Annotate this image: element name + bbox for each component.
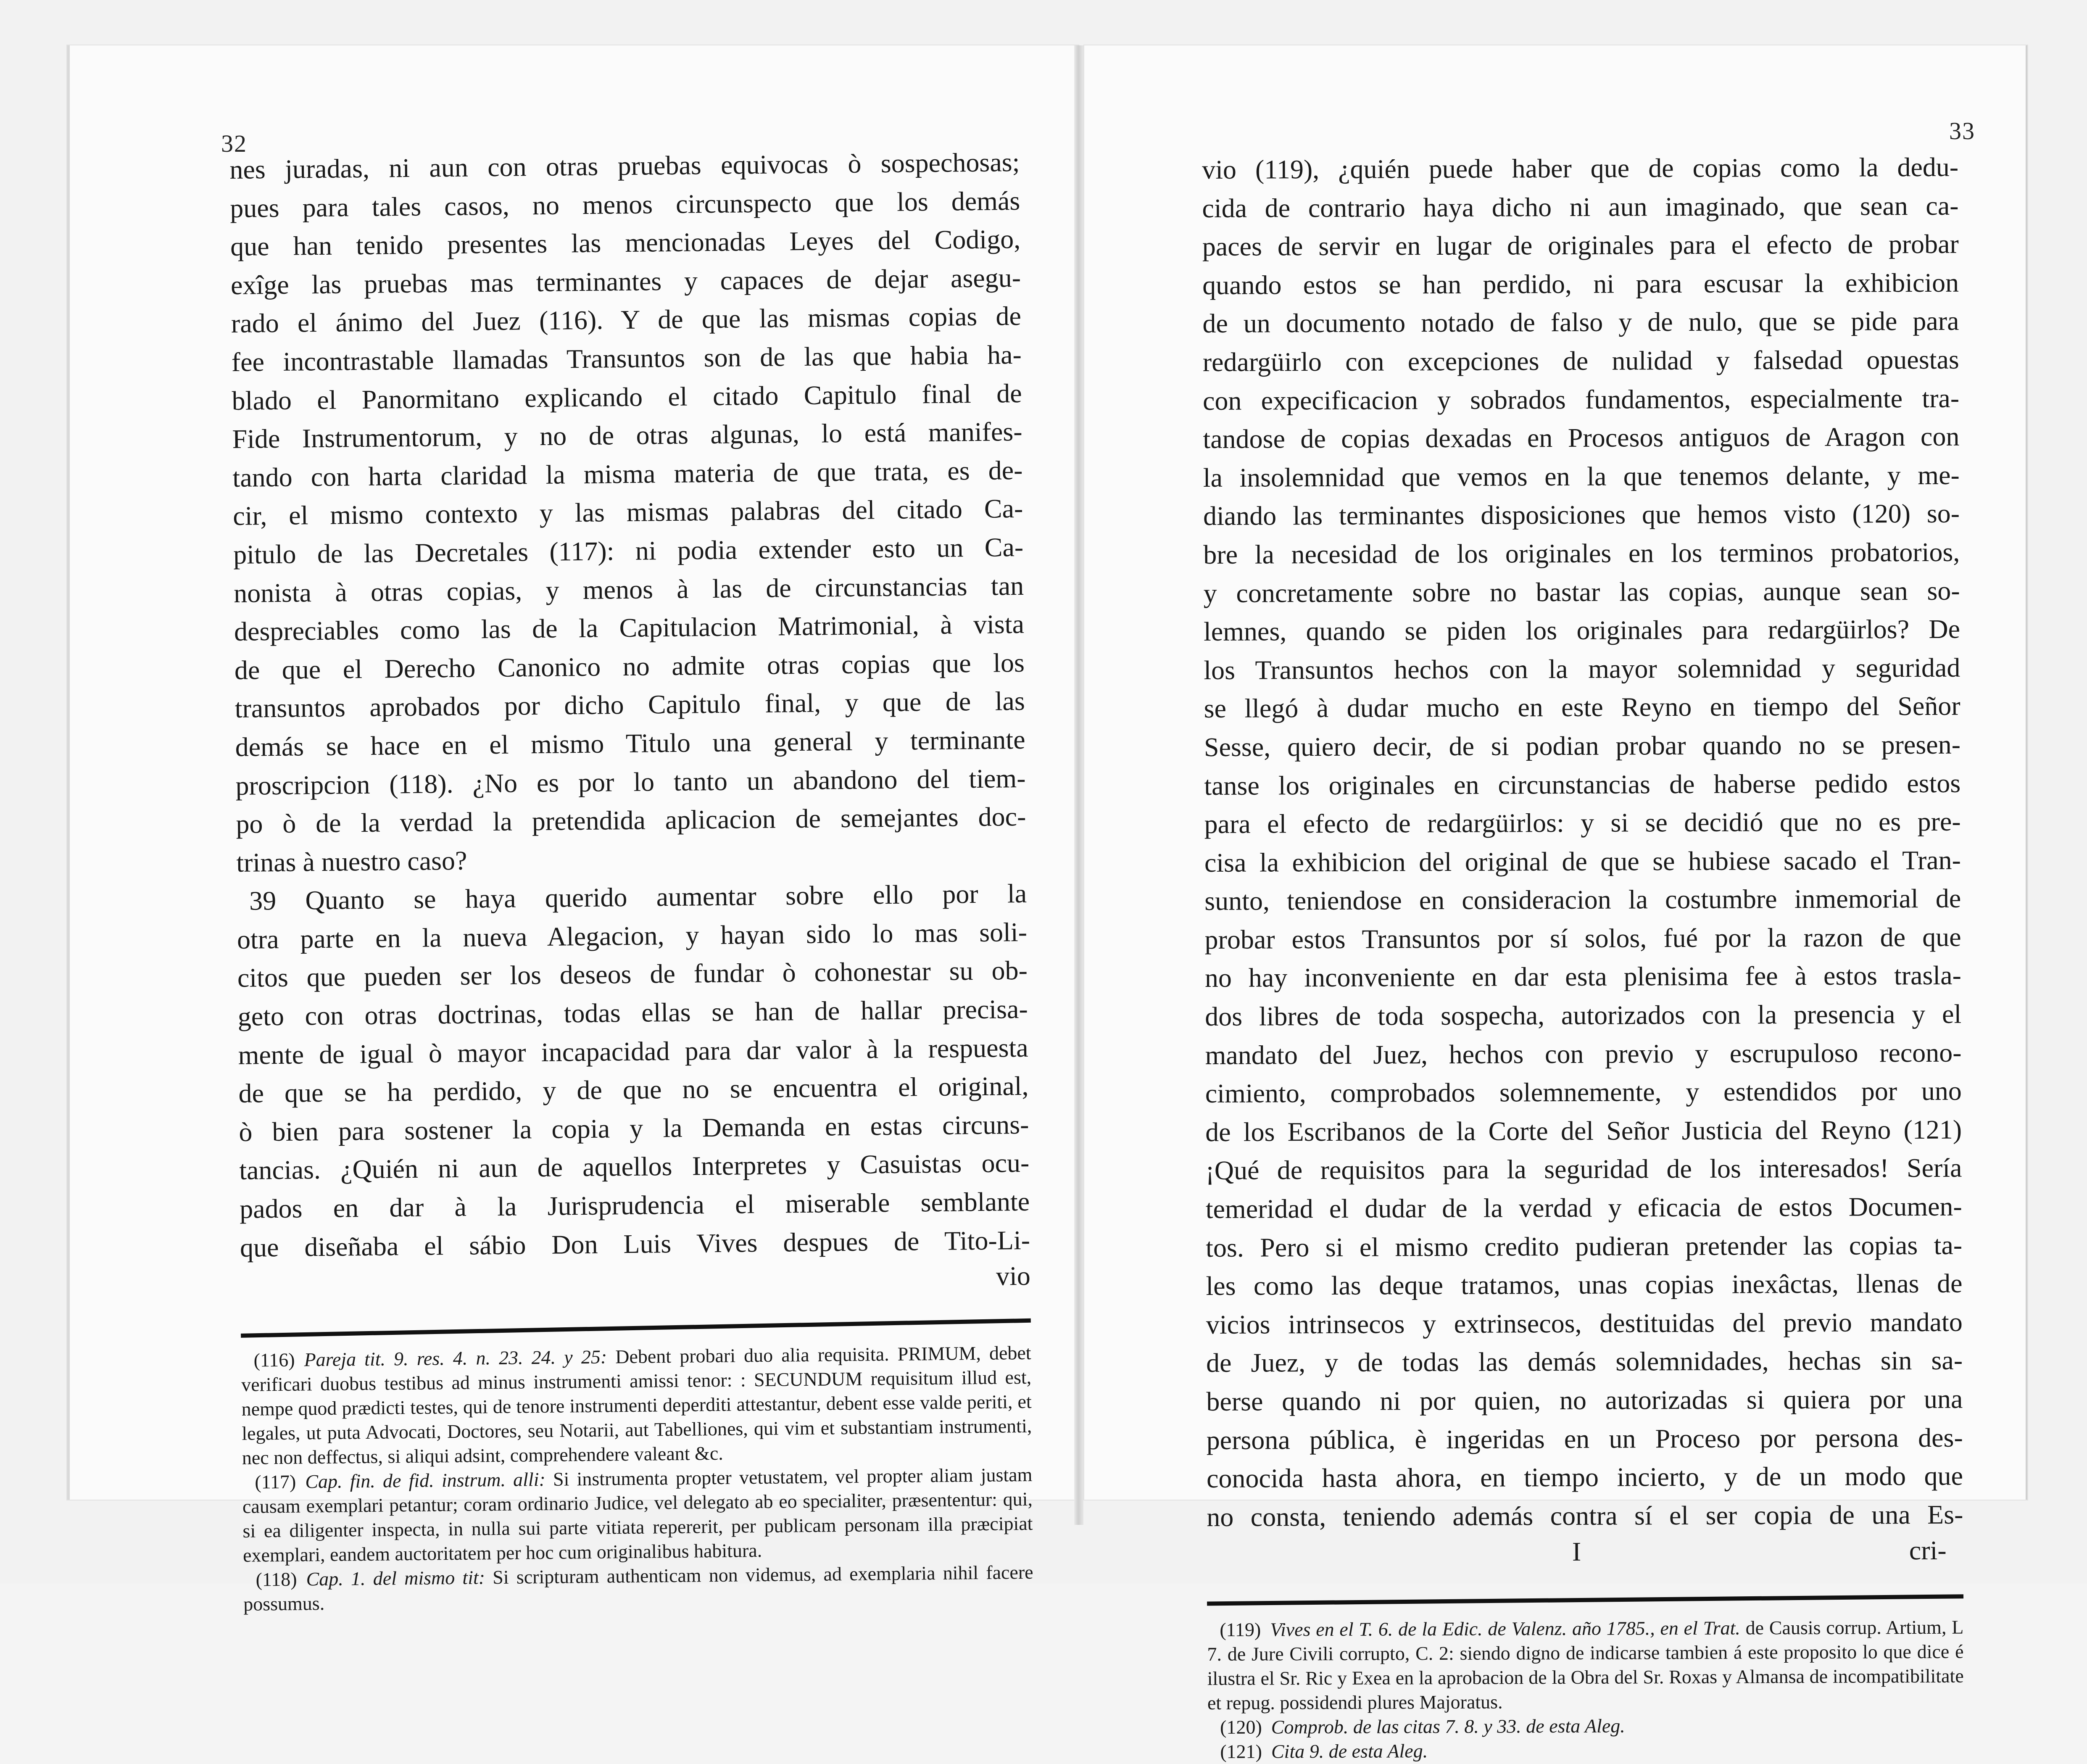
body-line: vio (119), ¿quién puede haber que de copias como la dedu- <box>1202 148 1958 189</box>
footnotes <box>241 1341 1033 1616</box>
book-spread <box>50 45 2042 1533</box>
body-line: citos que pueden ser los deseos de fundar ò cohonestar su ob- <box>237 951 1028 997</box>
body-line: redargüirlo con excepciones de nulidad y falsedad opuestas <box>1203 340 1959 382</box>
body-line: persona pública, è ingeridas en un Proceso por persona des- <box>1207 1418 1963 1459</box>
body-line: demás se hace en el mismo Titulo una general y terminante <box>235 720 1025 767</box>
body-line: mente de igual ò mayor incapacidad para dar valor à la respuesta <box>238 1028 1028 1075</box>
body-line: nes juradas, ni aun con otras pruebas equivocas ò sospechosas; <box>229 143 1020 189</box>
body-line: rado el ánimo del Juez (116). Y de que las mismas copias de <box>231 297 1022 343</box>
body-line: otra parte en la nueva Alegacion, y hayan sido lo mas soli- <box>237 913 1028 959</box>
body-line: lemnes, quando se piden los originales para redargüirlos? De <box>1204 610 1960 651</box>
footnote <box>243 1560 1033 1616</box>
page-number: 33 <box>1949 117 1975 145</box>
body-line: tandose de copias dexadas en Procesos antiguos de Aragon con <box>1203 417 1959 459</box>
body-line: tos. Pero si el mismo credito pudieran pretender las copias ta- <box>1206 1226 1962 1267</box>
body-line: pues para tales casos, no menos circunspecto que los demás <box>230 182 1020 228</box>
footnote-ref: (120) <box>1207 1715 1271 1740</box>
footnote-ref: (119) <box>1207 1618 1270 1643</box>
body-line: mandato del Juez, hechos con previo y escrupuloso recono- <box>1205 1033 1961 1074</box>
footnote <box>1207 1615 1964 1715</box>
body-line: Fide Instrumentorum, y no de otras algunas, lo está manifes- <box>232 412 1022 459</box>
footnote-ref: (121) <box>1207 1740 1271 1764</box>
body-line: no hay inconveniente en dar esta plenisima fee à estos trasla- <box>1205 956 1961 997</box>
left-text-block <box>229 143 1033 1616</box>
body-line: con expecificacion y sobrados fundamentos, especialmente tra- <box>1203 379 1959 420</box>
footnote-ref: (117) <box>242 1470 305 1495</box>
body-line: nonista à otras copias, y menos à las de circunstancias tan <box>234 566 1024 612</box>
footnote <box>1207 1713 1964 1740</box>
body-line: la insolemnidad que vemos en la que tenemos delante, y me- <box>1203 456 1960 497</box>
footnote-text: de Causis corrup. Artium, L 7. de Jure Civili corrupto, C. 2: siendo digno de indicarse tambien á este proposito lo que dice é ilustra el Sr. Ric y Exea en la aprobacion de la Obra del Sr. Roxas y Almansa de incompatibilitate et repug. possidendi plures Majoratus. <box>1207 1616 1963 1714</box>
catchword-row <box>1207 1534 1963 1570</box>
body-line: sunto, teniendose en consideracion la costumbre inmemorial de <box>1204 879 1961 920</box>
right-page <box>1084 45 2027 1500</box>
body-line: Sesse, quiero decir, de si podian probar quando no se presen- <box>1204 725 1961 767</box>
body-line: berse quando ni por quien, no autorizadas si quiera por una <box>1206 1380 1963 1421</box>
body-line: de que se ha perdido, y de que no se encuentra el original, <box>238 1067 1029 1113</box>
body-line: los Transuntos hechos con la mayor solemnidad y seguridad <box>1204 648 1960 689</box>
body-line: cir, el mismo contexto y las mismas palabras del citado Ca- <box>233 489 1023 535</box>
body-line: dos libres de toda sospecha, autorizados con la presencia y el <box>1205 995 1961 1036</box>
body-line: temeridad el dudar de la verdad y eficacia de estos Documen- <box>1206 1187 1962 1229</box>
body-line: 39 Quanto se haya querido aumentar sobre ello por la <box>237 874 1027 920</box>
body-line: de Juez, y de todas las demás solemnidades, hechas sin sa- <box>1206 1341 1963 1382</box>
signature-mark: I <box>1453 1535 1700 1569</box>
left-page <box>67 45 1078 1500</box>
body-line: que han tenido presentes las mencionadas Leyes del Codigo, <box>230 220 1021 266</box>
body-line: de los Escribanos de la Corte del Señor Justicia del Reyno (121) <box>1205 1110 1962 1152</box>
body-line: blado el Panormitano explicando el citado Capitulo final de <box>232 374 1022 420</box>
body-line: se llegó à dudar mucho en este Reyno en tiempo del Señor <box>1204 687 1960 728</box>
footnote <box>242 1463 1033 1568</box>
body-line: tando con harta claridad la misma materia de que trata, es de- <box>232 451 1023 497</box>
body-text <box>1202 148 1963 1537</box>
footnote-citation: Vives en el T. 6. de la Edic. de Valenz. año 1785., en el Trat. <box>1270 1617 1746 1640</box>
body-line: probar estos Transuntos por sí solos, fué por la razon de que <box>1204 918 1961 959</box>
footnote-citation: Cita 9. de esta Aleg. <box>1271 1740 1428 1762</box>
book-spine <box>1074 45 1083 1525</box>
footnote-text: Debent probari duo alia requisita. PRIMUM, debet verificari duobus testibus ad minus instrumenti amissi tenor: : SECUNDUM requisitum illud est, nempe quod prædicti testes, qui de tenore instrumenti deperditi attestantur, debent esse valde periti, et legales, ut puta Advocati, Doctores, seu Notarii, aut Tabelliones, qui vim et substantiam instrumenti, nec non deffectus, si aliqui adsint, comprehendere valeant &c. <box>241 1342 1032 1469</box>
body-line: pitulo de las Decretales (117): ni podia extender esto un Ca- <box>233 528 1024 574</box>
body-line: cida de contrario haya dicho ni aun imaginado, que sean ca- <box>1202 186 1958 227</box>
body-line: que diseñaba el sábio Don Luis Vives despues de Tito-Li- <box>240 1221 1030 1267</box>
body-line: les como las deque tratamos, unas copias inexâctas, llenas de <box>1206 1264 1962 1305</box>
body-line: quando estos se han perdido, ni para escusar la exhibicion <box>1202 263 1959 304</box>
body-line: de un documento notado de falso y de nulo, que se pide para <box>1202 302 1959 343</box>
body-line: bre la necesidad de los originales en los terminos probatorios, <box>1203 533 1960 574</box>
footnote <box>241 1341 1032 1470</box>
body-line: tanse los originales en circunstancias de haberse pedido estos <box>1204 764 1961 805</box>
body-line: po ò de la verdad la pretendida aplicacion de semejantes doc- <box>236 797 1026 844</box>
footnote-text: Si scripturam authenticam non videmus, ad exemplaria nihil facere possumus. <box>243 1561 1033 1615</box>
body-line: cisa la exhibicion del original de que se hubiese sacado el Tran- <box>1204 841 1961 882</box>
footnotes <box>1207 1615 1964 1764</box>
footnote-citation: Comprob. de las citas 7. 8. y 33. de esta Aleg. <box>1271 1715 1625 1738</box>
body-line: cimiento, comprobados solemnemente, y estendidos por uno <box>1205 1072 1962 1113</box>
footnote-citation: Pareja tit. 9. res. 4. n. 23. 24. y 25: <box>304 1346 615 1371</box>
footnote-rule <box>1207 1595 1963 1606</box>
body-line: vicios intrinsecos y extrinsecos, destituidas del previo mandato <box>1206 1303 1963 1344</box>
body-line: conocida hasta ahora, en tiempo incierto, y de un modo que <box>1207 1457 1963 1498</box>
body-line: no consta, teniendo además contra sí el ser copia de una Es- <box>1207 1495 1963 1536</box>
body-line: trinas à nuestro caso? <box>236 836 1027 882</box>
body-line: tancias. ¿Quién ni aun de aquellos Interpretes y Casuistas ocu- <box>239 1144 1030 1190</box>
body-line: pados en dar à la Jurisprudencia el miserable semblante <box>240 1182 1030 1229</box>
footnote-ref: (118) <box>243 1567 306 1592</box>
body-line: ¡Qué de requisitos para la seguridad de los interesados! Sería <box>1205 1149 1962 1190</box>
body-line: despreciables como las de la Capitulacion Matrimonial, à vista <box>234 605 1025 651</box>
body-line: diando las terminantes disposiciones que hemos visto (120) so- <box>1203 494 1960 535</box>
body-text <box>229 143 1030 1267</box>
body-line: ò bien para sostener la copia y la Demanda en estas circuns- <box>239 1105 1029 1152</box>
body-line: y concretamente sobre no bastar las copias, aunque sean so- <box>1204 571 1960 612</box>
footnote-text: Si instrumenta propter vetustatem, vel propter aliam justam causam exemplari petantur; coram ordinario Judice, vel delegato ab eo specialiter, præsententur: qui, si ea diligenter inspecta, in nulla sui parte vitiata repererit, per publicam personam illa præcipiat exemplari, eandem auctoritatem per hoc cum originalibus habitura. <box>242 1464 1033 1566</box>
body-line: paces de servir en lugar de originales para el efecto de probar <box>1202 225 1959 266</box>
footnote-ref: (116) <box>241 1348 304 1373</box>
footnote <box>1207 1737 1964 1764</box>
body-line: exîge las pruebas mas terminantes y capaces de dejar asegu- <box>231 258 1021 305</box>
footnote-citation: Cap. 1. del mismo tit: <box>306 1566 493 1590</box>
body-line: de que el Derecho Canonico no admite otras copias que los <box>234 643 1025 690</box>
catchword: cri- <box>1700 1534 1963 1568</box>
body-line: fee incontrastable llamadas Transuntos son de las que habia ha- <box>231 335 1022 382</box>
footnote-citation: Cap. fin. de fid. instrum. alli: <box>305 1469 553 1492</box>
body-line: proscripcion (118). ¿No es por lo tanto un abandono del tiem- <box>235 759 1026 805</box>
body-line: para el efecto de redargüirlos: y si se decidió que no es pre- <box>1204 802 1961 844</box>
catchword: vio <box>996 1259 1031 1293</box>
footnote-rule <box>241 1318 1031 1338</box>
body-line: geto con otras doctrinas, todas ellas se han de hallar precisa- <box>237 990 1028 1036</box>
right-text-block <box>1202 148 1964 1764</box>
page-number: 32 <box>221 129 247 158</box>
body-line: transuntos aprobados por dicho Capitulo final, y que de las <box>235 682 1025 728</box>
